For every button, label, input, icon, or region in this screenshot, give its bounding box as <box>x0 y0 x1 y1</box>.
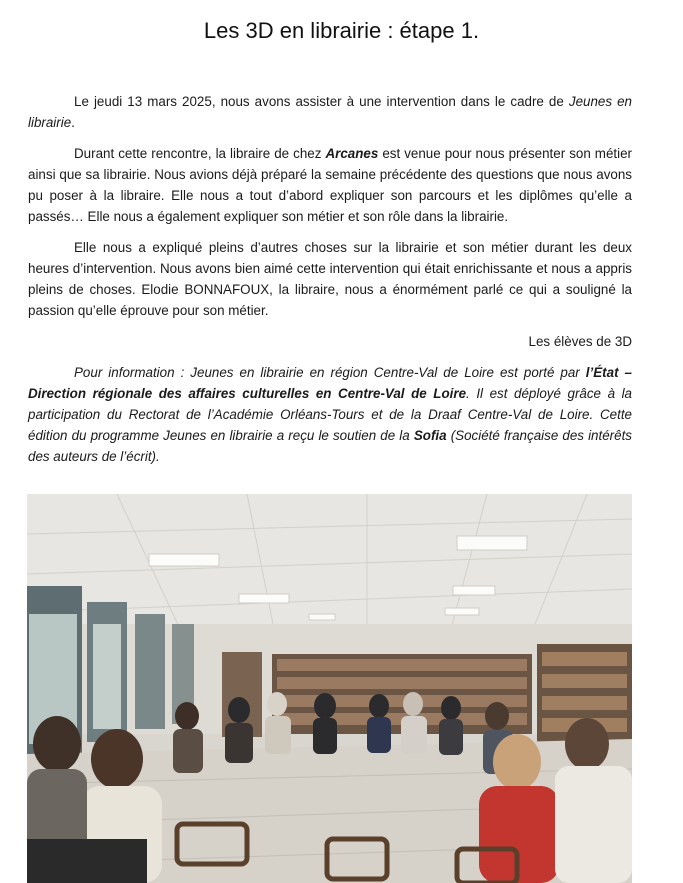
signature: Les élèves de 3D <box>528 334 632 349</box>
p1-end: . <box>71 115 75 130</box>
bookstore-name: Arcanes <box>325 146 379 161</box>
classroom-photo <box>27 494 632 883</box>
paragraph-1 <box>28 91 632 133</box>
photo-illustration <box>27 494 632 883</box>
info-sponsor: Sofia <box>413 428 447 443</box>
info-paragraph <box>28 362 632 467</box>
p2-before: Durant cette rencontre, la libraire de chez <box>74 146 326 161</box>
p1-text: Le jeudi 13 mars 2025, nous avons assister à une intervention dans le cadre de <box>74 94 569 109</box>
p2-after: est venue pour nous présenter son métier ainsi que sa librairie. Nous avions déjà préparé la semaine précédente des questions que nous avons pu poser à la libraire. Elle nous a tout d’abord expliquer son parcours et les diplômes qu’elle a passés… Elle nous a également expliquer son métier et son rôle dans la librairie. <box>28 146 633 224</box>
paragraph-3: Elle nous a expliqué pleins d’autres choses sur la librairie et son métier durant les deux heures d’intervention. Nous avons bien aimé cette intervention qui était enrichissante et nous a appris pleins de choses. Elodie BONNAFOUX, la libraire, nous a énormément parlé ce qui a souligné la passion qu’elle éprouve pour son métier. <box>28 240 632 318</box>
paragraph-2 <box>28 143 632 227</box>
article-body <box>28 91 632 477</box>
info-t1: Pour information : Jeunes en librairie en région Centre-Val de Loire est porté par <box>74 365 586 380</box>
page-title: Les 3D en librairie : étape 1. <box>203 18 480 43</box>
p1-program-name: Jeunes en librairie <box>28 94 632 130</box>
info-t2: . Il est déployé grâce à la participation du Rectorat de l’Académie Orléans-Tours et de la Draaf Centre-Val de Loire. Cette édition du programme Jeunes en librairie a reçu le soutien de la <box>28 386 633 443</box>
info-t3: (Société française des intérêts des auteurs de l’écrit). <box>28 428 632 464</box>
info-organizer: l’État – Direction régionale des affaires culturelles en Centre-Val de Loire <box>28 365 633 401</box>
